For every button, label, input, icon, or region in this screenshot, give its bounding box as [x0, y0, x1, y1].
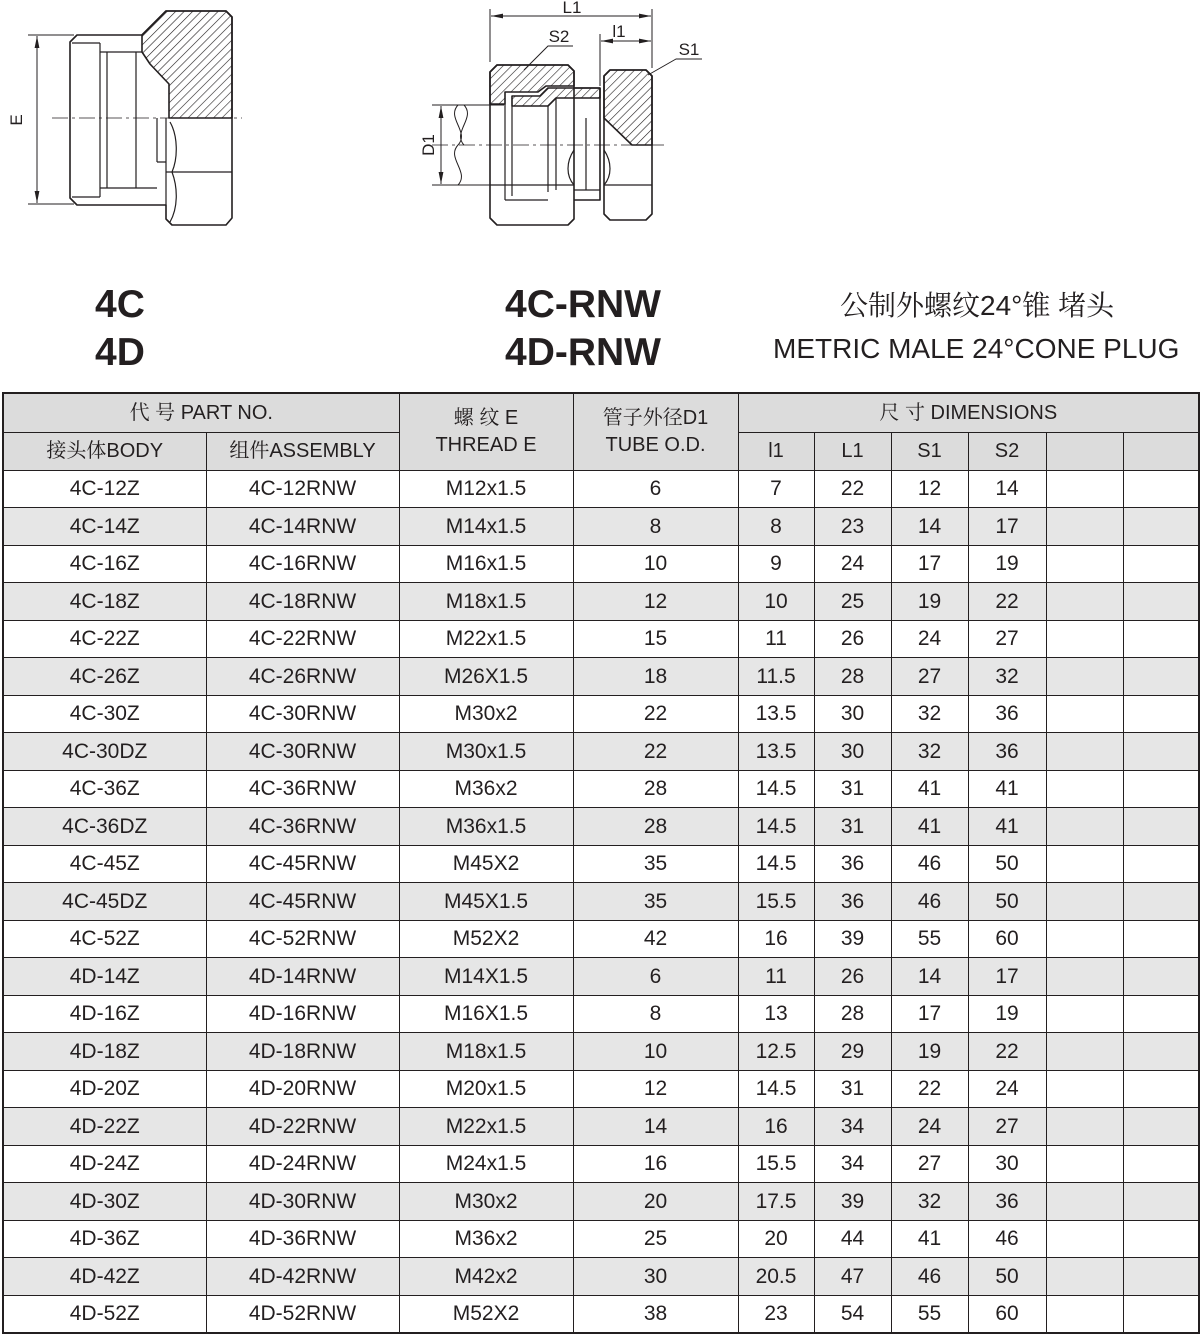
cell-tube-od: 30 — [573, 1258, 738, 1296]
cell-thread: M24x1.5 — [399, 1145, 573, 1183]
cell-thread: M14X1.5 — [399, 958, 573, 996]
cell-tube-od: 20 — [573, 1183, 738, 1221]
cell-thread: M45X1.5 — [399, 883, 573, 921]
cell-empty — [1046, 958, 1123, 996]
cell-thread: M30x2 — [399, 1183, 573, 1221]
table-row — [3, 470, 1199, 508]
model-label-4c-rnw: 4C-RNW — [505, 283, 661, 326]
cell-body: 4D-52Z — [3, 1295, 206, 1333]
cell-assembly: 4C-45RNW — [206, 845, 399, 883]
cell-S1: 27 — [891, 1145, 968, 1183]
plug-hatched-section — [142, 11, 232, 118]
cell-L1: 22 — [814, 470, 891, 508]
spec-table — [2, 392, 1200, 1334]
dimension-D1-label: D1 — [419, 134, 438, 156]
cell-empty — [1046, 658, 1123, 696]
cell-S1: 32 — [891, 733, 968, 771]
table-row — [3, 958, 1199, 996]
cell-thread: M18x1.5 — [399, 1033, 573, 1071]
cell-assembly: 4C-52RNW — [206, 920, 399, 958]
table-body — [3, 470, 1199, 1333]
cell-empty — [1123, 995, 1199, 1033]
plug-4c-4d-drawing — [7, 11, 242, 225]
cell-l1: 16 — [738, 1108, 814, 1146]
cell-S2: 60 — [968, 920, 1046, 958]
cell-L1: 28 — [814, 658, 891, 696]
cell-L1: 24 — [814, 545, 891, 583]
cell-body: 4D-24Z — [3, 1145, 206, 1183]
cell-tube-od: 8 — [573, 995, 738, 1033]
cell-tube-od: 14 — [573, 1108, 738, 1146]
cell-empty — [1123, 1108, 1199, 1146]
cell-body: 4D-20Z — [3, 1070, 206, 1108]
cell-assembly: 4D-20RNW — [206, 1070, 399, 1108]
table-row — [3, 920, 1199, 958]
cell-l1: 14.5 — [738, 808, 814, 846]
cell-empty — [1123, 1033, 1199, 1071]
cell-body: 4D-30Z — [3, 1183, 206, 1221]
cell-L1: 23 — [814, 508, 891, 546]
cell-S2: 19 — [968, 545, 1046, 583]
cell-empty — [1123, 770, 1199, 808]
cell-assembly: 4C-36RNW — [206, 770, 399, 808]
header-dim-l1: l1 — [738, 432, 814, 470]
cell-body: 4C-26Z — [3, 658, 206, 696]
cell-assembly: 4D-42RNW — [206, 1258, 399, 1296]
cell-S2: 22 — [968, 1033, 1046, 1071]
cell-S2: 50 — [968, 883, 1046, 921]
cell-empty — [1046, 995, 1123, 1033]
cell-S2: 27 — [968, 620, 1046, 658]
cell-l1: 14.5 — [738, 845, 814, 883]
cell-S1: 24 — [891, 1108, 968, 1146]
cell-body: 4C-16Z — [3, 545, 206, 583]
cell-S2: 60 — [968, 1295, 1046, 1333]
model-label-4c: 4C — [95, 283, 145, 326]
cell-assembly: 4C-30RNW — [206, 733, 399, 771]
cell-S2: 41 — [968, 808, 1046, 846]
cell-S2: 46 — [968, 1220, 1046, 1258]
cell-body: 4D-22Z — [3, 1108, 206, 1146]
cell-tube-od: 10 — [573, 545, 738, 583]
cell-empty — [1046, 808, 1123, 846]
cell-L1: 36 — [814, 845, 891, 883]
cell-tube-od: 28 — [573, 770, 738, 808]
cell-tube-od: 35 — [573, 845, 738, 883]
cell-L1: 29 — [814, 1033, 891, 1071]
dimension-S1-label: S1 — [678, 40, 700, 59]
cell-empty — [1123, 658, 1199, 696]
cell-S2: 27 — [968, 1108, 1046, 1146]
cell-S1: 17 — [891, 545, 968, 583]
header-dim-S1: S1 — [891, 432, 968, 470]
cell-thread: M36x2 — [399, 1220, 573, 1258]
table-row — [3, 1220, 1199, 1258]
cell-assembly: 4C-16RNW — [206, 545, 399, 583]
cell-empty — [1046, 508, 1123, 546]
cell-thread: M22x1.5 — [399, 620, 573, 658]
cell-L1: 28 — [814, 995, 891, 1033]
cell-S2: 19 — [968, 995, 1046, 1033]
cell-l1: 13.5 — [738, 695, 814, 733]
cell-body: 4C-12Z — [3, 470, 206, 508]
cell-S1: 41 — [891, 770, 968, 808]
cell-empty — [1046, 1108, 1123, 1146]
cell-empty — [1046, 770, 1123, 808]
cell-L1: 31 — [814, 808, 891, 846]
cell-S2: 36 — [968, 733, 1046, 771]
cell-S1: 46 — [891, 1258, 968, 1296]
cell-empty — [1123, 545, 1199, 583]
cell-thread: M22x1.5 — [399, 1108, 573, 1146]
cell-assembly: 4D-22RNW — [206, 1108, 399, 1146]
cap-hatched-section — [604, 70, 652, 145]
cell-l1: 11 — [738, 958, 814, 996]
cell-empty — [1046, 845, 1123, 883]
header-tube-od — [573, 393, 738, 470]
table-row — [3, 1295, 1199, 1333]
cell-thread: M14x1.5 — [399, 508, 573, 546]
cell-thread: M26X1.5 — [399, 658, 573, 696]
cell-tube-od: 12 — [573, 583, 738, 621]
cell-S2: 50 — [968, 845, 1046, 883]
table-row — [3, 583, 1199, 621]
cell-L1: 39 — [814, 920, 891, 958]
table-row — [3, 1145, 1199, 1183]
model-label-4d: 4D — [95, 331, 145, 374]
cell-l1: 8 — [738, 508, 814, 546]
cell-l1: 13.5 — [738, 733, 814, 771]
plug-hex-facets — [166, 122, 232, 222]
cell-body: 4C-36Z — [3, 770, 206, 808]
cell-empty — [1123, 1258, 1199, 1296]
header-assembly: 组件ASSEMBLY — [206, 432, 399, 470]
cell-S1: 12 — [891, 470, 968, 508]
cell-thread: M36x2 — [399, 770, 573, 808]
cell-empty — [1046, 620, 1123, 658]
cell-thread: M42x2 — [399, 1258, 573, 1296]
cell-empty — [1123, 508, 1199, 546]
cell-l1: 13 — [738, 995, 814, 1033]
cell-tube-od: 25 — [573, 1220, 738, 1258]
cell-thread: M16x1.5 — [399, 545, 573, 583]
table-row — [3, 1183, 1199, 1221]
cell-assembly: 4D-52RNW — [206, 1295, 399, 1333]
cell-L1: 44 — [814, 1220, 891, 1258]
model-label-4d-rnw: 4D-RNW — [505, 331, 661, 374]
cell-empty — [1123, 1145, 1199, 1183]
cell-tube-od: 18 — [573, 658, 738, 696]
cell-assembly: 4C-45RNW — [206, 883, 399, 921]
cell-L1: 54 — [814, 1295, 891, 1333]
dimension-L1-label: L1 — [562, 0, 582, 17]
table-row — [3, 695, 1199, 733]
cell-S2: 14 — [968, 470, 1046, 508]
cell-empty — [1123, 733, 1199, 771]
plug-4c-rnw-drawing — [419, 0, 702, 225]
cell-empty — [1046, 1295, 1123, 1333]
cell-empty — [1123, 845, 1199, 883]
cell-empty — [1046, 1145, 1123, 1183]
header-thread — [399, 393, 573, 470]
cell-S1: 32 — [891, 1183, 968, 1221]
cell-tube-od: 38 — [573, 1295, 738, 1333]
cell-l1: 23 — [738, 1295, 814, 1333]
table-row — [3, 1258, 1199, 1296]
table-row — [3, 883, 1199, 921]
cell-S1: 24 — [891, 620, 968, 658]
table-row — [3, 545, 1199, 583]
table-row — [3, 508, 1199, 546]
cell-body: 4D-16Z — [3, 995, 206, 1033]
cell-l1: 11 — [738, 620, 814, 658]
cell-S2: 24 — [968, 1070, 1046, 1108]
cell-tube-od: 35 — [573, 883, 738, 921]
cell-S1: 46 — [891, 883, 968, 921]
cell-assembly: 4D-16RNW — [206, 995, 399, 1033]
cell-body: 4C-45Z — [3, 845, 206, 883]
cell-body: 4C-45DZ — [3, 883, 206, 921]
cell-empty — [1046, 1220, 1123, 1258]
cell-empty — [1046, 1183, 1123, 1221]
cell-assembly: 4C-18RNW — [206, 583, 399, 621]
dimension-S2-label: S2 — [548, 27, 570, 46]
cell-body: 4C-36DZ — [3, 808, 206, 846]
cell-thread: M18x1.5 — [399, 583, 573, 621]
header-dim-S2: S2 — [968, 432, 1046, 470]
cell-empty — [1046, 583, 1123, 621]
cell-empty — [1123, 1220, 1199, 1258]
cell-S1: 27 — [891, 658, 968, 696]
cell-empty — [1046, 1258, 1123, 1296]
cell-S2: 22 — [968, 583, 1046, 621]
cell-tube-od: 28 — [573, 808, 738, 846]
cell-l1: 14.5 — [738, 1070, 814, 1108]
table-row — [3, 995, 1199, 1033]
cell-assembly: 4D-36RNW — [206, 1220, 399, 1258]
cell-L1: 31 — [814, 1070, 891, 1108]
dimension-l1-label: l1 — [612, 22, 626, 41]
cell-l1: 16 — [738, 920, 814, 958]
cell-l1: 20.5 — [738, 1258, 814, 1296]
cell-L1: 26 — [814, 620, 891, 658]
cell-body: 4D-42Z — [3, 1258, 206, 1296]
cell-l1: 12.5 — [738, 1033, 814, 1071]
cell-S1: 17 — [891, 995, 968, 1033]
cell-S2: 17 — [968, 958, 1046, 996]
header-thread-en: THREAD E — [435, 433, 537, 456]
technical-drawings — [0, 0, 760, 240]
cell-body: 4D-18Z — [3, 1033, 206, 1071]
cell-S2: 41 — [968, 770, 1046, 808]
cell-empty — [1123, 808, 1199, 846]
cell-empty — [1123, 470, 1199, 508]
cell-thread: M16X1.5 — [399, 995, 573, 1033]
table-row — [3, 1070, 1199, 1108]
cell-S1: 32 — [891, 695, 968, 733]
header-dim-empty — [1123, 432, 1199, 470]
header-row-1 — [3, 393, 1199, 432]
body-outline — [574, 88, 600, 200]
cell-thread: M52X2 — [399, 1295, 573, 1333]
cell-empty — [1046, 733, 1123, 771]
cell-body: 4C-52Z — [3, 920, 206, 958]
cell-S2: 17 — [968, 508, 1046, 546]
cell-S2: 32 — [968, 658, 1046, 696]
cell-empty — [1123, 883, 1199, 921]
cell-S2: 30 — [968, 1145, 1046, 1183]
table-row — [3, 658, 1199, 696]
cell-thread: M30x2 — [399, 695, 573, 733]
cell-l1: 14.5 — [738, 770, 814, 808]
cell-tube-od: 10 — [573, 1033, 738, 1071]
cell-S2: 36 — [968, 695, 1046, 733]
cell-L1: 47 — [814, 1258, 891, 1296]
cell-empty — [1046, 470, 1123, 508]
cell-S2: 50 — [968, 1258, 1046, 1296]
cell-assembly: 4D-14RNW — [206, 958, 399, 996]
table-row — [3, 620, 1199, 658]
cell-body: 4C-30DZ — [3, 733, 206, 771]
dimension-e — [28, 35, 74, 204]
cell-L1: 26 — [814, 958, 891, 996]
cell-L1: 36 — [814, 883, 891, 921]
cell-L1: 34 — [814, 1145, 891, 1183]
cell-S1: 14 — [891, 508, 968, 546]
header-dim-L1: L1 — [814, 432, 891, 470]
cell-tube-od: 42 — [573, 920, 738, 958]
cell-l1: 10 — [738, 583, 814, 621]
cell-S1: 22 — [891, 1070, 968, 1108]
dimension-e-label: E — [7, 114, 26, 126]
cell-empty — [1123, 620, 1199, 658]
cell-assembly: 4D-24RNW — [206, 1145, 399, 1183]
plug-inner-lines — [72, 43, 166, 205]
cell-empty — [1123, 583, 1199, 621]
product-title-chinese: 公制外螺纹24°锥 堵头 — [840, 290, 1115, 321]
table-row — [3, 770, 1199, 808]
product-title-english: METRIC MALE 24°CONE PLUG — [773, 333, 1180, 364]
cell-body: 4C-22Z — [3, 620, 206, 658]
header-part-no: 代 号 PART NO. — [3, 393, 399, 432]
cell-assembly: 4C-14RNW — [206, 508, 399, 546]
cell-S1: 14 — [891, 958, 968, 996]
header-tube-od-en: TUBE O.D. — [605, 433, 706, 456]
cell-S1: 19 — [891, 583, 968, 621]
cell-tube-od: 22 — [573, 695, 738, 733]
cell-empty — [1046, 883, 1123, 921]
cell-body: 4D-36Z — [3, 1220, 206, 1258]
cell-thread: M12x1.5 — [399, 470, 573, 508]
cell-assembly: 4C-12RNW — [206, 470, 399, 508]
cell-empty — [1046, 1033, 1123, 1071]
table-row — [3, 733, 1199, 771]
header-thread-zh: 螺 纹 E — [453, 406, 519, 429]
cell-l1: 11.5 — [738, 658, 814, 696]
cell-tube-od: 12 — [573, 1070, 738, 1108]
cell-l1: 7 — [738, 470, 814, 508]
cell-assembly: 4C-36RNW — [206, 808, 399, 846]
cell-thread: M36x1.5 — [399, 808, 573, 846]
cell-thread: M20x1.5 — [399, 1070, 573, 1108]
cell-thread: M30x1.5 — [399, 733, 573, 771]
cell-l1: 9 — [738, 545, 814, 583]
cell-empty — [1046, 920, 1123, 958]
cell-empty — [1046, 1070, 1123, 1108]
cell-S1: 55 — [891, 1295, 968, 1333]
cell-assembly: 4D-30RNW — [206, 1183, 399, 1221]
header-tube-od-zh: 管子外径D1 — [602, 406, 709, 429]
cell-assembly: 4C-30RNW — [206, 695, 399, 733]
cell-L1: 31 — [814, 770, 891, 808]
header-dim-empty — [1046, 432, 1123, 470]
cell-body: 4C-14Z — [3, 508, 206, 546]
cell-assembly: 4C-26RNW — [206, 658, 399, 696]
table-row — [3, 1108, 1199, 1146]
cell-L1: 30 — [814, 695, 891, 733]
cell-tube-od: 16 — [573, 1145, 738, 1183]
cell-S1: 41 — [891, 1220, 968, 1258]
cell-l1: 15.5 — [738, 883, 814, 921]
cell-empty — [1123, 1295, 1199, 1333]
cell-empty — [1123, 695, 1199, 733]
cell-empty — [1046, 695, 1123, 733]
cell-tube-od: 8 — [573, 508, 738, 546]
cell-tube-od: 6 — [573, 958, 738, 996]
cell-empty — [1123, 1070, 1199, 1108]
header-body: 接头体BODY — [3, 432, 206, 470]
cell-thread: M45X2 — [399, 845, 573, 883]
cell-L1: 34 — [814, 1108, 891, 1146]
table-row — [3, 1033, 1199, 1071]
cell-L1: 39 — [814, 1183, 891, 1221]
cell-tube-od: 22 — [573, 733, 738, 771]
cell-l1: 20 — [738, 1220, 814, 1258]
cell-body: 4C-18Z — [3, 583, 206, 621]
cell-S1: 19 — [891, 1033, 968, 1071]
cell-empty — [1123, 920, 1199, 958]
cell-L1: 25 — [814, 583, 891, 621]
table-row — [3, 808, 1199, 846]
cell-empty — [1046, 545, 1123, 583]
cell-S1: 46 — [891, 845, 968, 883]
cell-L1: 30 — [814, 733, 891, 771]
cell-assembly: 4D-18RNW — [206, 1033, 399, 1071]
cell-l1: 17.5 — [738, 1183, 814, 1221]
header-dimensions: 尺 寸 DIMENSIONS — [738, 393, 1199, 432]
cell-assembly: 4C-22RNW — [206, 620, 399, 658]
cell-body: 4C-30Z — [3, 695, 206, 733]
cell-S1: 55 — [891, 920, 968, 958]
cell-thread: M52X2 — [399, 920, 573, 958]
table-row — [3, 845, 1199, 883]
cell-empty — [1123, 1183, 1199, 1221]
cell-l1: 15.5 — [738, 1145, 814, 1183]
cell-S1: 41 — [891, 808, 968, 846]
cell-body: 4D-14Z — [3, 958, 206, 996]
cell-tube-od: 15 — [573, 620, 738, 658]
cell-tube-od: 6 — [573, 470, 738, 508]
cell-empty — [1123, 958, 1199, 996]
cell-S2: 36 — [968, 1183, 1046, 1221]
